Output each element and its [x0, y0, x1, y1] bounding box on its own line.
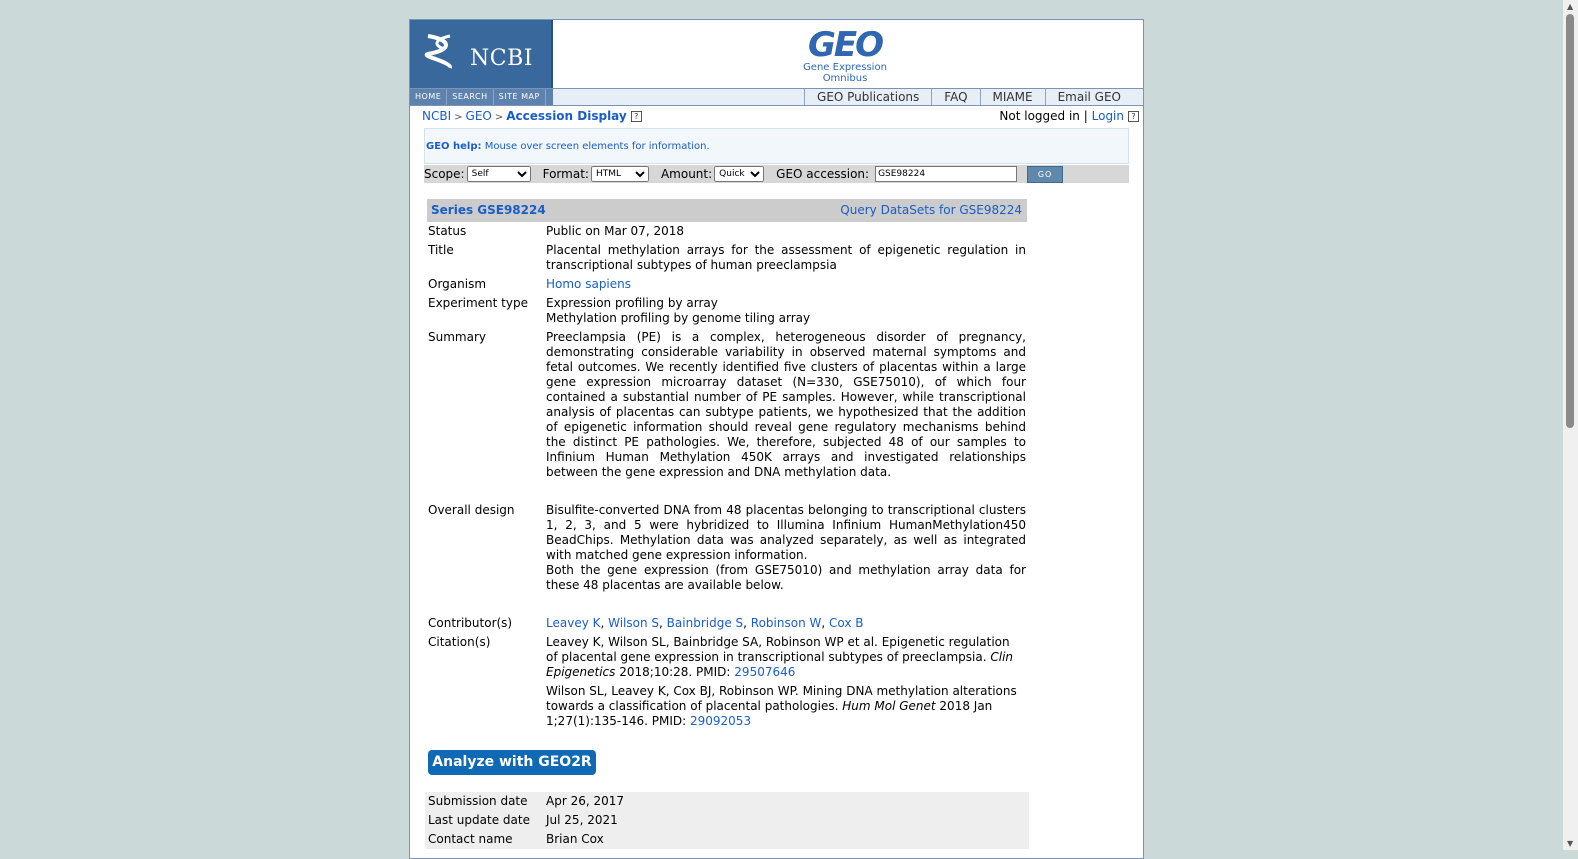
submission-date-key: Submission date: [428, 794, 528, 808]
scope-select[interactable]: [467, 166, 531, 182]
accession-label: GEO accession:: [776, 167, 870, 181]
status-value: Public on Mar 07, 2018: [546, 224, 684, 238]
table-row: [425, 224, 1029, 239]
login-divider: |: [1083, 109, 1088, 123]
title-value: Placental methylation arrays for the assessment of epigenetic regulation in transcriptional subtypes of human preeclampsia: [546, 243, 1026, 272]
ncbi-logo-text: NCBI: [470, 46, 533, 71]
ncbi-logo[interactable]: [410, 20, 553, 88]
contributors-key: Contributor(s): [428, 616, 513, 630]
citation-journal: Hum Mol Genet: [842, 699, 936, 713]
format-select[interactable]: [591, 166, 649, 182]
go-button[interactable]: GO: [1027, 166, 1063, 183]
breadcrumb-current: Accession Display: [506, 109, 627, 123]
series-header: [427, 199, 1027, 222]
contact-name-key: Contact name: [428, 832, 513, 846]
scrollbar-thumb[interactable]: [1566, 14, 1574, 428]
table-row: [425, 296, 1029, 326]
nav-bar: [410, 89, 1143, 106]
citation-2: Wilson SL, Leavey K, Cox BJ, Robinson WP. Mining DNA methylation alterations towards a classification of placental pathologies. Hum Mol Genet 2018 Jan 1;27(1):135-146. PMID: 29092053: [546, 684, 1017, 728]
title-key: Title: [428, 243, 454, 257]
table-row: [425, 243, 1029, 273]
geo-nav: [804, 89, 1133, 105]
contributor-link[interactable]: Bainbridge S: [666, 616, 744, 630]
table-row: [425, 503, 1029, 593]
summary-key: Summary: [428, 330, 486, 344]
overall-design-value: Both the gene expression (from GSE75010) and methylation array data for these 48 placentas are available below.: [546, 563, 1026, 592]
help-icon[interactable]: ?: [1128, 111, 1139, 122]
experiment-type-key: Experiment type: [428, 296, 528, 310]
series-title: Series GSE98224: [431, 203, 546, 217]
organism-key: Organism: [428, 277, 487, 291]
breadcrumb-ncbi[interactable]: NCBI: [422, 109, 452, 123]
submission-date-value: Apr 26, 2017: [546, 794, 625, 808]
help-icon[interactable]: ?: [631, 111, 642, 122]
last-update-value: Jul 25, 2021: [546, 813, 618, 827]
geo-logo-text: GEO: [807, 25, 883, 65]
dna-helix-icon: [422, 32, 458, 72]
nav-search[interactable]: SEARCH: [447, 89, 493, 105]
table-row: [425, 330, 1029, 480]
nav-faq[interactable]: FAQ: [931, 89, 979, 105]
table-row: [425, 830, 1029, 849]
amount-select[interactable]: [714, 166, 764, 182]
login-status: Not logged in: [999, 109, 1080, 123]
nav-geo-publications[interactable]: GEO Publications: [804, 89, 931, 105]
scope-label: Scope:: [424, 167, 465, 181]
login-area: [999, 109, 1139, 123]
ncbi-nav: [410, 89, 553, 105]
last-update-key: Last update date: [428, 813, 530, 827]
format-label: Format:: [542, 167, 589, 181]
analyze-geo2r-button[interactable]: Analyze with GEO2R: [428, 750, 596, 775]
overall-design-value: Bisulfite-converted DNA from 48 placentas belonging to transcriptional clusters 1, 2, 3, and 5 were hybridized to Illumina Infinium HumanMethylation450 BeadChips. Methylation data was analyzed separately, as well as integrated with matched gene expression information.: [546, 503, 1026, 562]
query-bar: [424, 165, 1129, 183]
geo-logo[interactable]: [780, 26, 910, 84]
breadcrumb-geo[interactable]: GEO: [465, 109, 492, 123]
help-text: Mouse over screen elements for information.: [484, 141, 710, 152]
page-container: [409, 19, 1144, 859]
contributor-link[interactable]: Cox B: [829, 616, 864, 630]
table-row: [425, 635, 1029, 729]
pmid-link[interactable]: 29507646: [734, 665, 796, 679]
table-row: [425, 616, 1029, 631]
help-box: [424, 128, 1129, 164]
contact-name-value: Brian Cox: [546, 832, 604, 846]
contributor-link[interactable]: Robinson W: [750, 616, 822, 630]
breadcrumb: [422, 109, 642, 123]
amount-label: Amount:: [660, 167, 713, 181]
series-info-table: [425, 224, 1029, 729]
breadcrumb-separator: >: [494, 112, 504, 123]
table-row: [425, 792, 1029, 811]
meta-table: [425, 792, 1029, 849]
accession-input[interactable]: [875, 166, 1017, 182]
scroll-up-icon[interactable]: ▲: [1567, 2, 1574, 11]
geo-logo-subtitle: Gene Expression Omnibus: [803, 62, 887, 84]
experiment-type-value: Methylation profiling by genome tiling array: [546, 311, 811, 325]
scroll-down-icon[interactable]: ▼: [1567, 839, 1574, 848]
experiment-type-value: Expression profiling by array: [546, 296, 718, 310]
help-label: GEO help:: [426, 141, 482, 152]
organism-link[interactable]: Homo sapiens: [546, 277, 632, 291]
header: [410, 20, 1143, 89]
scrollbar[interactable]: [1563, 0, 1578, 850]
table-row: [425, 811, 1029, 830]
status-key: Status: [428, 224, 467, 238]
pmid-link[interactable]: 29092053: [690, 714, 752, 728]
nav-email-geo[interactable]: Email GEO: [1045, 89, 1133, 105]
login-link[interactable]: Login: [1091, 109, 1124, 123]
contributor-link[interactable]: Wilson S: [608, 616, 660, 630]
citations-key: Citation(s): [428, 635, 491, 649]
nav-home[interactable]: HOME: [410, 89, 447, 105]
citation-journal: Clin Epigenetics: [546, 650, 1014, 679]
overall-design-key: Overall design: [428, 503, 515, 517]
contributors-value: Leavey K, Wilson S, Bainbridge S, Robinson W, Cox B: [546, 616, 864, 630]
contributor-link[interactable]: Leavey K: [546, 616, 601, 630]
breadcrumb-separator: >: [454, 112, 463, 123]
nav-site-map[interactable]: SITE MAP: [494, 89, 546, 105]
query-datasets-link[interactable]: Query DataSets for GSE98224: [840, 203, 1022, 217]
table-row: [425, 277, 1029, 292]
nav-miame[interactable]: MIAME: [980, 89, 1045, 105]
summary-value: Preeclampsia (PE) is a complex, heterogeneous disorder of pregnancy, demonstrating considerable variability in observed maternal symptoms and fetal outcomes. We recently identified five clusters of placentas within a large gene expression microarray dataset (N=330, GSE75010), of which four contained a substantial number of PE samples. However, while transcriptional analysis of placentas can subtype patients, we hypothesized that the addition of epigenetic information should reveal gene regulatory mechanisms behind the distinct PE pathologies. We, therefore, subjected 48 of our samples to Infinium Human Methylation 450K arrays and investigated relationships between the gene expression and DNA methylation data.: [546, 330, 1026, 479]
citation-1: Leavey K, Wilson SL, Bainbridge SA, Robinson WP et al. Epigenetic regulation of placental gene expression in transcriptional subtypes of preeclampsia. Clin Epigenetics 2018;10:28. PMID: 29507646: [546, 635, 1014, 679]
